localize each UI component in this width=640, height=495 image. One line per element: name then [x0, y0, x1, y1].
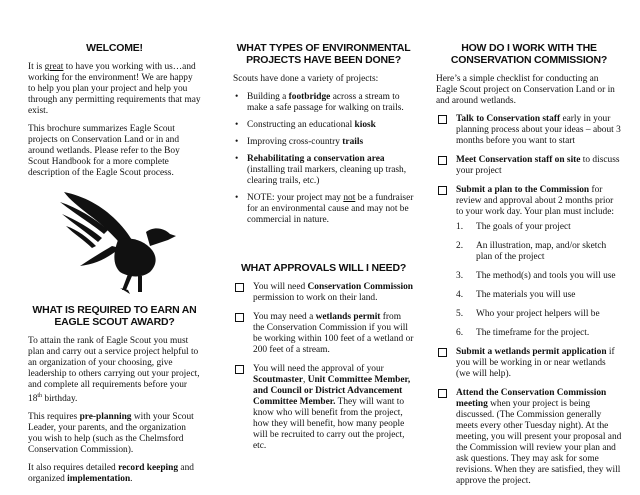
list-item: Submit a plan to the Commission for review and approval about 2 months prior to your work day. Your plan must include: 1. The goals of your project 2. An illustration, map, and/or sketch plan of the project 3. The method(s) and tools you will use 4. The materials you will use 5. Who your project helpers will be 6. The timeframe for the project. [436, 185, 622, 339]
checkbox-icon [438, 156, 447, 165]
record-paragraph: It also requires detailed record keeping and organized implementation. [28, 463, 194, 485]
checklist [436, 114, 622, 487]
list-item: Meet Conservation staff on site to discuss your project [436, 155, 622, 177]
plan-item: 4. The materials you will use [456, 290, 576, 300]
checkbox-icon [235, 283, 244, 292]
attain-paragraph: To attain the rank of Eagle Scout you must plan and carry out a service project helpful to an organization of your choosing, give leadership to others carrying out your project, and complete all requirements before your 18th birthday. [28, 336, 200, 405]
welcome-heading: WELCOME! [86, 42, 143, 54]
plan-item: 5. Who your project helpers will be [456, 309, 600, 319]
list-item: Talk to Conservation staff early in your planning process about your ideas – about 3 months before you want to start [436, 114, 622, 147]
how-heading: HOW DO I WORK WITH THE CONSERVATION COMMISSION? [450, 42, 608, 66]
plan-item: 3. The method(s) and tools you will use [456, 271, 616, 281]
checkbox-icon [438, 348, 447, 357]
required-heading: WHAT IS REQUIRED TO EARN AN EAGLE SCOUT AWARD? [32, 304, 197, 328]
plan-item: 1. The goals of your project [456, 222, 571, 232]
list-item: • Constructing an educational kiosk [233, 120, 414, 131]
checkbox-icon [438, 389, 447, 398]
list-item: • Building a footbridge across a stream to make a safe passage for walking on trails. [233, 92, 414, 114]
how-intro: Here’s a simple checklist for conducting an Eagle Scout project on Conservation Land or in and around wetlands. [436, 74, 615, 106]
approvals-list [233, 282, 414, 452]
intro-paragraph: It is great to have you working with us…and working for the environment! We are happy to help you plan your project and help you through any permitting requirements that may exist. [28, 62, 201, 116]
preplan-paragraph: This requires pre-planning with your Scout Leader, your parents, and the organization you wish to help (such as the Chelmsford Conservation Commission). [28, 412, 194, 456]
list-item: • NOTE: your project may not be a fundraiser for an environmental cause and may not be commercial in nature. [233, 193, 414, 226]
types-intro: Scouts have done a variety of projects: [233, 74, 379, 84]
eagle-icon [58, 186, 178, 296]
project-list [233, 92, 414, 226]
column-welcome [0, 0, 213, 495]
list-item: You will need Conservation Commission permission to work on their land. [233, 282, 414, 304]
column-projects [213, 0, 426, 495]
checkbox-icon [235, 365, 244, 374]
column-how [426, 0, 640, 495]
checkbox-icon [235, 313, 244, 322]
checkbox-icon [438, 115, 447, 124]
plan-items [456, 222, 622, 339]
list-item: Attend the Conservation Commission meeting when your project is being discussed. (The Commission generally meets every other Tuesday night). At the meeting, you will present your proposal and the Commission will review your plan and ask questions. They may ask for some revisions. When they are satisfied, they will approve the project. [436, 388, 622, 487]
summary-paragraph: This brochure summarizes Eagle Scout projects on Conservation Land or in and around wetlands. Please refer to the Boy Scout Handbook for a more complete description of the Eagle Scout process. [28, 124, 180, 178]
list-item: • Rehabilitating a conservation area (installing trail markers, cleaning up trash, clearing trails, etc.) [233, 154, 414, 187]
plan-item: 6. The timeframe for the project. [456, 328, 590, 338]
list-item: • Improving cross-country trails [233, 137, 414, 148]
list-item: You will need the approval of your Scoutmaster, Unit Committee Member, and Council or District Advancement Committee Member. They will want to know who will benefit from the project, how they will benefit, how many people will be recruited to carry out the project, etc. [233, 364, 414, 452]
list-item: You may need a wetlands permit from the Conservation Commission if you will be working within 100 feet of a wetland or 200 feet of a stream. [233, 312, 414, 356]
types-heading: WHAT TYPES OF ENVIRONMENTAL PROJECTS HAVE BEEN DONE? [236, 42, 411, 66]
plan-item: 2. An illustration, map, and/or sketch plan of the project [456, 241, 607, 262]
checkbox-icon [438, 186, 447, 195]
approvals-heading: WHAT APPROVALS WILL I NEED? [240, 262, 407, 274]
list-item: Submit a wetlands permit application if you will be working in or near wetlands (we will help). [436, 347, 622, 380]
